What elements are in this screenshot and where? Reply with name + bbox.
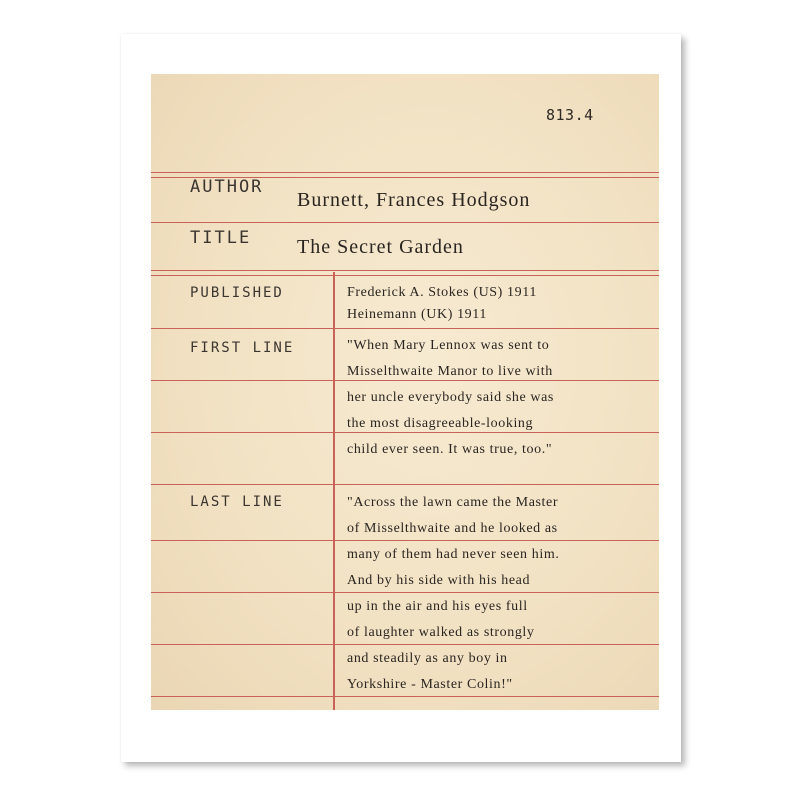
rule-line	[151, 275, 659, 276]
title-label: TITLE	[190, 228, 252, 248]
last-line-text	[347, 490, 559, 698]
author-value: Burnett, Frances Hodgson	[297, 189, 531, 211]
title-value: The Secret Garden	[297, 236, 464, 258]
published-line: Heinemann (UK) 1911	[347, 307, 487, 322]
last-line-row: of laughter walked as strongly	[347, 625, 535, 640]
last-line-row: "Across the lawn came the Master	[347, 495, 559, 510]
rule-line	[151, 328, 659, 329]
last-line-label: LAST LINE	[190, 494, 284, 510]
first-line-row: "When Mary Lennox was sent to	[347, 338, 550, 353]
rule-line	[151, 270, 659, 271]
rule-line	[151, 222, 659, 223]
last-line-row: many of them had never seen him.	[347, 547, 560, 562]
last-line-row: and steadily as any boy in	[347, 651, 508, 666]
published-label: PUBLISHED	[190, 285, 284, 301]
column-divider	[333, 272, 335, 710]
last-line-row: of Misselthwaite and he looked as	[347, 521, 558, 536]
published-value	[347, 282, 537, 326]
last-line-row: up in the air and his eyes full	[347, 599, 528, 614]
last-line-row: And by his side with his head	[347, 573, 531, 588]
last-line-row: Yorkshire - Master Colin!"	[347, 677, 513, 692]
first-line-label: FIRST LINE	[190, 340, 295, 356]
first-line-row: child ever seen. It was true, too."	[347, 442, 553, 457]
first-line-text	[347, 333, 554, 463]
first-line-row: the most disagreeable-looking	[347, 416, 534, 431]
author-label: AUTHOR	[190, 177, 264, 197]
rule-line	[151, 172, 659, 173]
published-line: Frederick A. Stokes (US) 1911	[347, 285, 537, 300]
first-line-row: Misselthwaite Manor to live with	[347, 364, 553, 379]
first-line-row: her uncle everybody said she was	[347, 390, 554, 405]
rule-line	[151, 484, 659, 485]
library-card	[151, 74, 659, 710]
call-number: 813.4	[546, 106, 594, 124]
